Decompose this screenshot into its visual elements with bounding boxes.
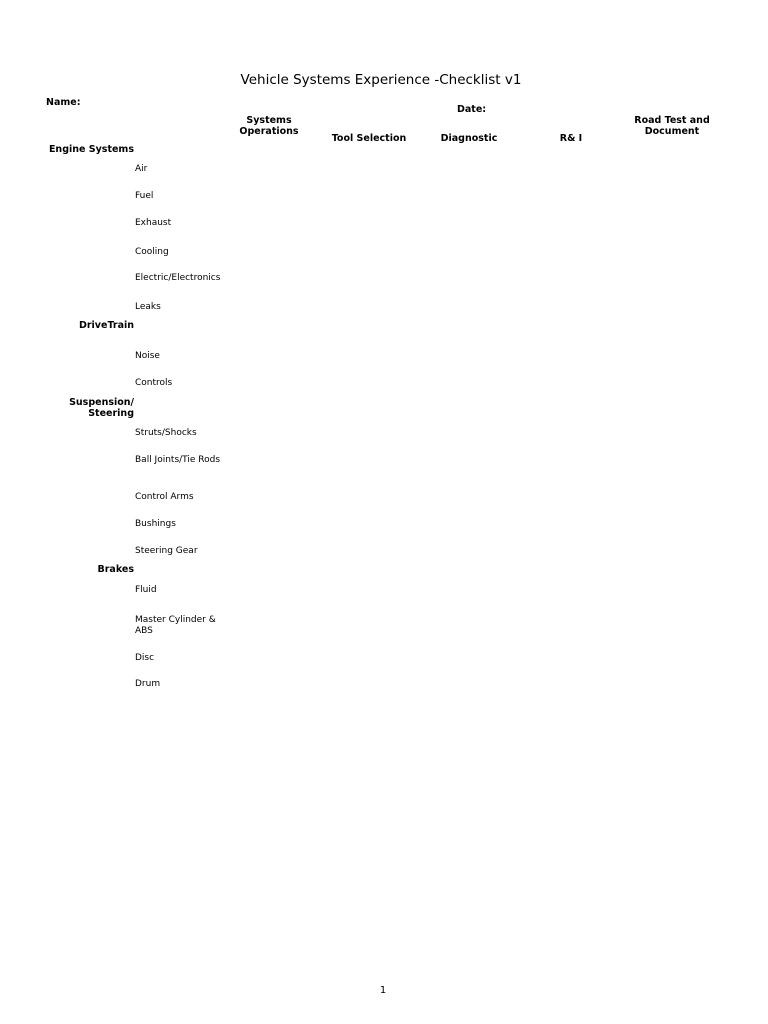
category-engine-systems: Engine Systems xyxy=(48,144,134,155)
checklist-item: Fuel xyxy=(135,191,154,201)
checklist-item: Controls xyxy=(135,378,173,388)
checklist-item: Master Cylinder & ABS xyxy=(135,615,216,636)
checklist-item: Bushings xyxy=(135,519,176,529)
checklist-item: Fluid xyxy=(135,585,157,595)
category-brakes: Brakes xyxy=(97,564,134,575)
checklist-item: Air xyxy=(135,164,148,174)
checklist-item: Cooling xyxy=(135,247,169,257)
category-suspension-steering: Suspension/ Steering xyxy=(69,397,134,419)
column-header-tool-selection: Tool Selection xyxy=(331,133,407,144)
checklist-item: Disc xyxy=(135,653,155,663)
page-title: Vehicle Systems Experience -Checklist v1 xyxy=(240,72,522,88)
checklist-item: Exhaust xyxy=(135,218,172,228)
checklist-item: Steering Gear xyxy=(135,546,198,556)
column-header-diagnostic: Diagnostic xyxy=(440,133,498,144)
name-label: Name: xyxy=(46,97,81,108)
checklist-item: Noise xyxy=(135,351,160,361)
checklist-item: Electric/Electronics xyxy=(135,273,221,283)
column-header-r-and-i: R& I xyxy=(559,133,583,144)
checklist-item: Control Arms xyxy=(135,492,194,502)
page-number: 1 xyxy=(379,985,387,996)
date-label: Date: xyxy=(457,104,487,115)
category-drivetrain: DriveTrain xyxy=(78,320,134,331)
checklist-item: Leaks xyxy=(135,302,161,312)
column-header-systems-operations: Systems Operations xyxy=(239,115,299,137)
checklist-item: Drum xyxy=(135,679,161,689)
checklist-item: Struts/Shocks xyxy=(135,428,197,438)
checklist-item: Ball Joints/Tie Rods xyxy=(135,455,221,465)
column-header-road-test: Road Test and Document xyxy=(634,115,710,137)
